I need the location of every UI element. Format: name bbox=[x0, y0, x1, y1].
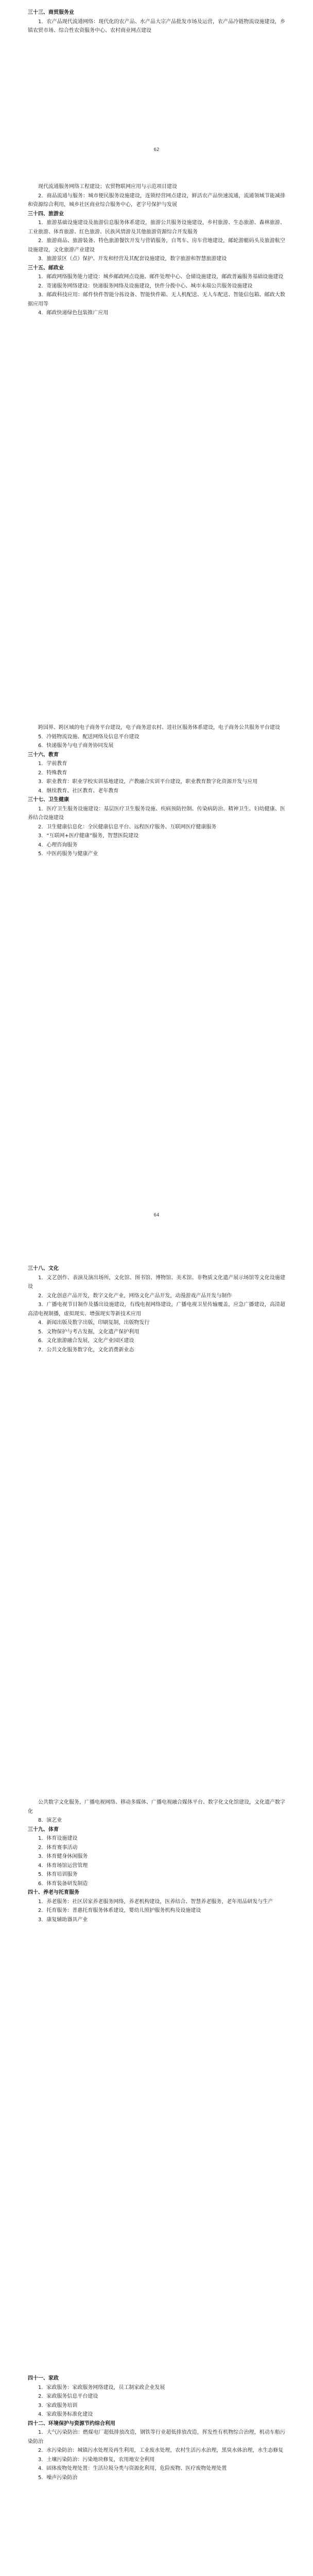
page-5-body bbox=[28, 1798, 285, 1924]
list-item: 3．康复辅助器具产业 bbox=[38, 1917, 88, 1923]
page-number: 64 bbox=[153, 1213, 160, 1218]
document-page-4 bbox=[0, 1233, 313, 1764]
paragraph: 公共数字文化服务，广播电视网络、移动多媒体、广播电视融合媒体平台、数字化文化馆建设，文化遗产数字化 bbox=[28, 1800, 285, 1815]
list-item: 3．广播电视节目制作及播出设施建设，有线电视网络建设，广播电视卫星传输覆盖，应急广播建设，高清超高清电视制播，虚拟现实、增强现实等新技术应用 bbox=[28, 1302, 285, 1317]
section-heading-36: 三十六、教育 bbox=[28, 752, 59, 758]
list-item: 3．土壤污染防治：污染地块修复，农用地安全利用 bbox=[38, 2456, 155, 2463]
section-heading-41: 四十一、家政 bbox=[28, 2376, 59, 2381]
list-item: 1．旅游基础设施建设及旅游信息服务体系建设，旅游公共服务设施建设，乡村旅游、生态旅游、森林旅游、工业旅游、体育旅游、红色旅游、民族风情游及其他旅游资源综合开发服务 bbox=[28, 220, 285, 235]
list-item: 3．邮政科技应用：邮件快件智能分拣设备、智能快件箱、无人机配送、无人车配送、智能信包箱、邮政大数据应用等 bbox=[28, 292, 285, 307]
list-item: 4．固体废物处理处置：生活垃圾分类与资源化利用，危险废物、医疗废物处理处置 bbox=[38, 2466, 227, 2471]
list-item: 4．心理咨询服务 bbox=[38, 842, 78, 848]
document-page-1 bbox=[0, 0, 313, 164]
list-item: 4．体育场馆运营管理 bbox=[38, 1862, 88, 1869]
list-item: 3．“互联网+医疗健康”服务，智慧医院建设 bbox=[38, 833, 139, 839]
section-heading-33: 三十三、商贸服务业 bbox=[28, 10, 74, 15]
list-item: 5．噪声污染防治 bbox=[38, 2475, 78, 2481]
list-item: 1．学前教育 bbox=[38, 761, 67, 767]
section-heading-40: 四十、养老与托育服务 bbox=[28, 1890, 79, 1895]
list-item: 5．中医药服务与健康产业 bbox=[38, 851, 98, 857]
page-2-body bbox=[28, 182, 285, 318]
list-item: 6．快递服务与电子商务协同发展 bbox=[38, 743, 114, 749]
list-item: 1．文艺创作、表演及演出场所，文化馆、图书馆、博物馆、美术馆、非物质文化遗产展示场馆等文化设施建设 bbox=[28, 1275, 285, 1290]
page-6-body bbox=[28, 2374, 285, 2482]
list-item: 1．大气污染防治：燃煤电厂超低排放改造，钢铁等行业超低排放改造，挥发性有机物综合治理，机动车船污染防治 bbox=[28, 2430, 285, 2445]
list-item: 2．商品流通与服务：城市便民服务设施建设，连锁经营网点建设，鲜活农产品快速流通，流通领域节能减排和资源综合利用，城乡社区商业综合服务中心，老字号保护与发展 bbox=[28, 193, 285, 208]
list-item: 1．邮政网络服务能力建设：城乡邮政网点设施、邮件处理中心、仓储设施建设，邮政普遍服务基础设施建设 bbox=[38, 274, 284, 280]
list-item: 7．公共文化服务数字化，文化消费新业态 bbox=[38, 1347, 134, 1353]
section-heading-42: 四十二、环境保护与资源节约综合利用 bbox=[28, 2420, 115, 2427]
page-1-body bbox=[28, 8, 285, 36]
list-item: 2．文化创意产品开发，数字文化产业，网络文化产品开发，动漫游戏产品开发与制作 bbox=[38, 1293, 232, 1299]
section-heading-35: 三十五、邮政业 bbox=[28, 265, 64, 271]
document-page-5 bbox=[0, 1764, 313, 2328]
list-item: 4．继续教育、社区教育、老年教育 bbox=[38, 788, 119, 794]
section-heading-34: 三十四、旅游业 bbox=[28, 211, 64, 217]
list-item: 3．职业教育：职业学校实训基地建设，产教融合实训平台建设，职业教育数字化资源开发与应用 bbox=[38, 779, 258, 785]
list-item: 1．家政服务：家政服务网络建设，员工制家政企业发展 bbox=[38, 2384, 165, 2391]
list-item: 3．家政服务培训 bbox=[38, 2402, 78, 2409]
page-3-body bbox=[28, 723, 285, 859]
paragraph: 现代流通服务网络工程建设；农贸物联网应用与示范项目建设 bbox=[38, 184, 177, 190]
list-item: 3．体育健身休闲服务 bbox=[38, 1854, 88, 1859]
list-item: 4．邮政快递绿色包装推广应用 bbox=[38, 310, 109, 316]
list-item: 1．养老服务：社区居家养老服务网络，养老机构建设，医养结合、智慧养老服务，老年用品研发与生产 bbox=[38, 1899, 273, 1905]
list-item: 2．水污染防治：城镇污水处理及再生利用，工业废水处理，农村生活污水治理，黑臭水体治理，水生态修复 bbox=[38, 2448, 284, 2453]
section-heading-37: 三十七、卫生健康 bbox=[28, 797, 69, 803]
paragraph: 跨国界、跨区域的电子商务平台建设，电子商务进农村、进社区服务体系建设，电子商务公共服务平台建设 bbox=[38, 725, 280, 731]
list-item: 6．体育装备研发制造 bbox=[38, 1880, 88, 1887]
section-heading-39: 三十九、体育 bbox=[28, 1826, 59, 1833]
section-heading-38: 三十八、文化 bbox=[28, 1266, 59, 1272]
page-number: 62 bbox=[153, 147, 160, 152]
document-page-2 bbox=[0, 164, 313, 694]
page-4-body bbox=[28, 1264, 285, 1354]
list-item: 1．医疗卫生服务设施建设：基层医疗卫生服务设施、疾病预防控制、传染病防治、精神卫生、妇幼健康、医养结合设施建设 bbox=[28, 806, 285, 821]
list-item: 1．农产品现代流通网络：现代化的农产品、水产品大宗产品批发市场及运营，农产品冷链物流设施建设，乡镇农贸市场、综合性农资服务中心、农村商业网点建设 bbox=[28, 19, 285, 33]
list-item: 8．演艺业 bbox=[38, 1818, 62, 1823]
list-item: 2．卫生健康信息化：全民健康信息平台、远程医疗服务、互联网医疗健康服务 bbox=[38, 824, 217, 830]
list-item: 2．特殊教育 bbox=[38, 770, 67, 776]
document-page-6 bbox=[0, 2328, 313, 2576]
list-item: 2．家政服务信息平台建设 bbox=[38, 2394, 98, 2399]
list-item: 4．新闻出版及数字出版，印刷复制，出版物发行 bbox=[38, 1320, 150, 1326]
list-item: 2．托育服务：普惠托育服务体系建设，婴幼儿照护服务机构及设施建设 bbox=[38, 1908, 201, 1913]
list-item: 2．寄递服务网络建设：快递服务网络及设施建设，快件分拨中心、城市末端公共服务设施建设 bbox=[38, 283, 253, 289]
list-item: 1．体育设施建设 bbox=[38, 1836, 78, 1841]
list-item: 5．冷链物流设施、配送网络及信息平台建设 bbox=[38, 734, 140, 740]
list-item: 6．文化旅游融合发展，文化产业园区建设 bbox=[38, 1338, 134, 1344]
list-item: 5．体育培训服务 bbox=[38, 1872, 78, 1877]
document-page-3 bbox=[0, 694, 313, 1233]
list-item: 3．旅游景区（点）保护、开发和经营及其配套设施建设，数字旅游和智慧旅游建设 bbox=[38, 256, 227, 262]
list-item: 2．旅游商品、旅游装备、特色旅游餐饮开发与营销服务，自驾车、房车营地建设，邮轮游艇码头及旅游航空设施建设，文化旅游产业建设 bbox=[28, 238, 285, 253]
list-item: 5．文物保护与考古发掘，文化遗产保护利用 bbox=[38, 1329, 140, 1335]
list-item: 2．体育赛事活动 bbox=[38, 1844, 78, 1851]
list-item: 4．家政服务标准化建设 bbox=[38, 2412, 93, 2417]
